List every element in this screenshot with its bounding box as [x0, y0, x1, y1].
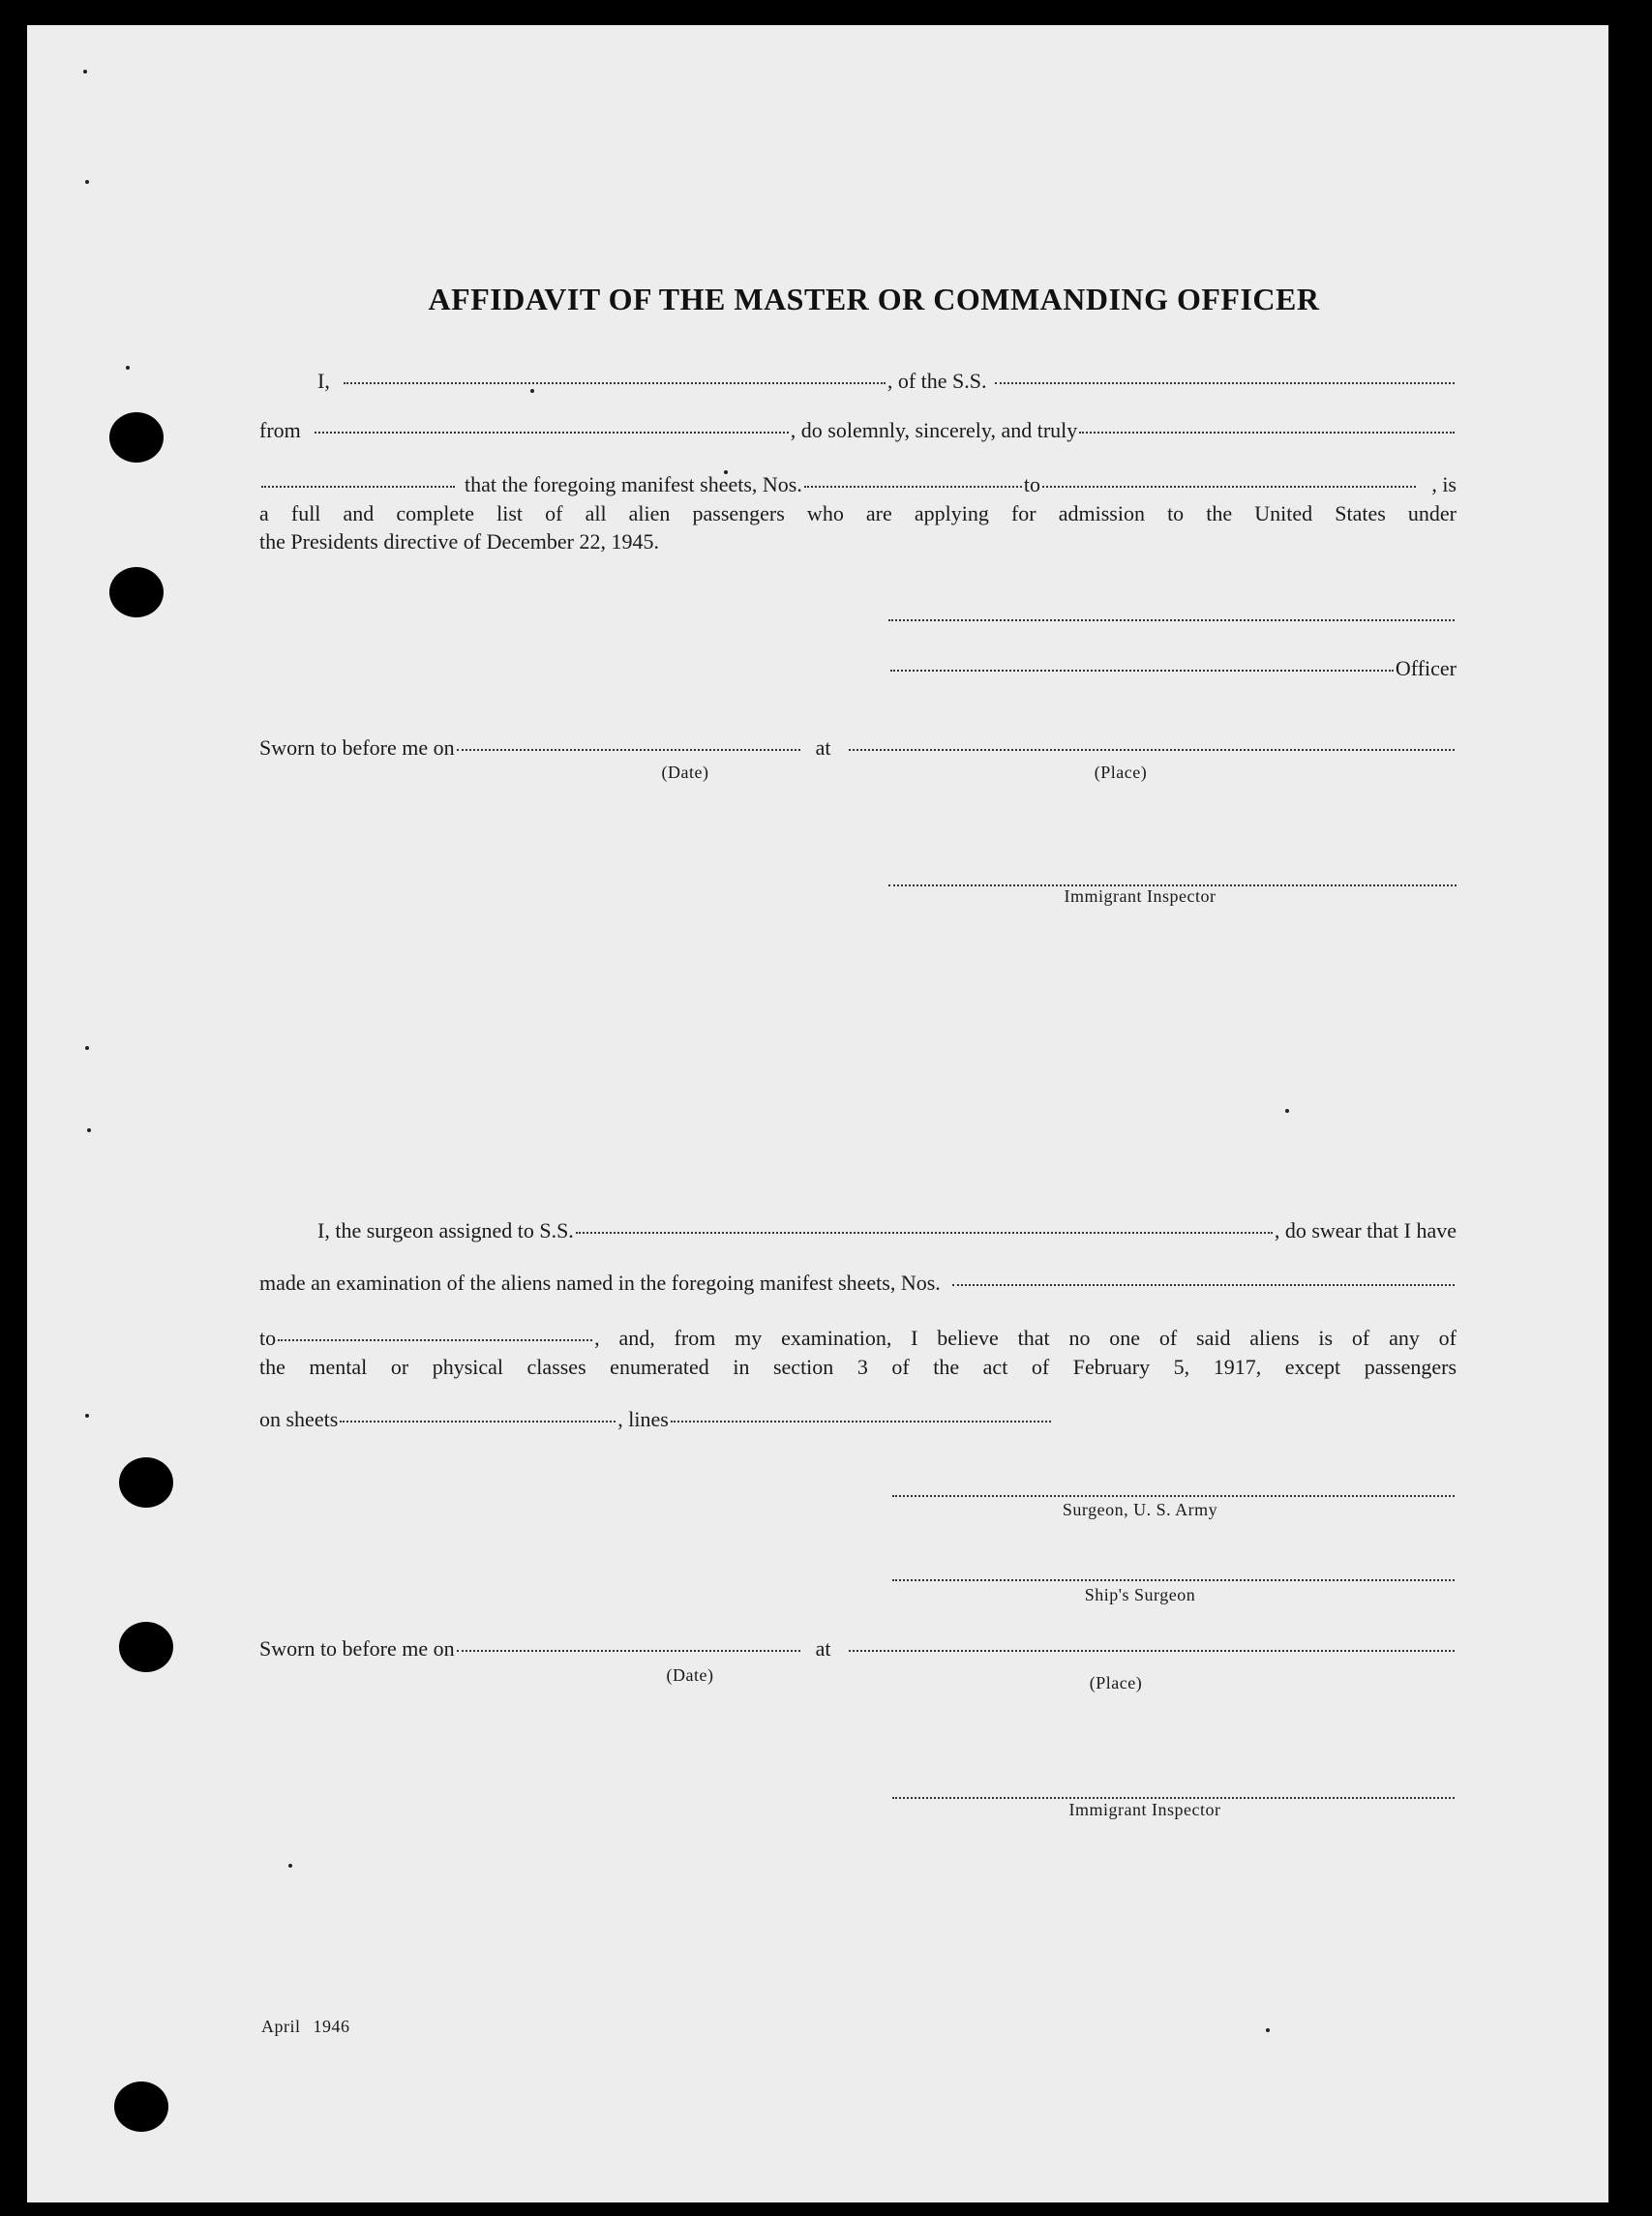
surgeon-sworn-line — [259, 1636, 1457, 1662]
master-signature-line[interactable] — [888, 619, 1455, 621]
punch-hole — [109, 567, 164, 617]
surgeon-inspector-line[interactable] — [892, 1797, 1455, 1799]
master-place-label: (Place) — [1094, 763, 1148, 782]
officer-signature-field[interactable] — [890, 670, 1394, 672]
speck — [1285, 1109, 1289, 1113]
army-surgeon-label: Surgeon, U. S. Army — [1062, 1500, 1218, 1519]
surgeon-sheets-prefix: on sheets — [259, 1407, 339, 1431]
surgeon-line-1 — [317, 1218, 1457, 1243]
master-line3-mid: that the foregoing manifest sheets, Nos. — [465, 472, 802, 496]
master-line-2 — [259, 418, 1457, 443]
surgeon-ship-field[interactable] — [576, 1232, 1273, 1234]
surgeon-line3-rest: , and, from my examination, I believe that no one of said aliens is of any of — [594, 1326, 1457, 1350]
speck — [85, 1046, 89, 1050]
ship-surgeon-label: Ship's Surgeon — [1084, 1585, 1196, 1604]
exception-sheets-field[interactable] — [340, 1421, 616, 1422]
form-title: AFFIDAVIT OF THE MASTER OR COMMANDING OFFICER — [428, 282, 1320, 316]
surgeon-place-field[interactable] — [849, 1650, 1455, 1652]
master-paragraph-line-1: a full and complete list of all alien passengers who are applying for admission to the United States under — [259, 501, 1457, 525]
exception-lines-field[interactable] — [671, 1421, 1051, 1422]
officer-line — [888, 656, 1457, 681]
surgeon-line-3 — [259, 1326, 1457, 1351]
surgeon-line2-text: made an examination of the aliens named in the foregoing manifest sheets, Nos. — [259, 1271, 941, 1295]
speck — [1266, 2028, 1270, 2032]
master-inspector-label: Immigrant Inspector — [1064, 886, 1216, 906]
form-page — [27, 25, 1608, 2202]
master-sworn-at: at — [815, 735, 831, 760]
ship-surgeon-signature-line[interactable] — [892, 1579, 1455, 1581]
punch-hole — [109, 412, 164, 463]
surgeon-sheets-from-field[interactable] — [952, 1284, 1455, 1286]
master-line1-prefix: I, — [317, 369, 330, 393]
master-name-field[interactable] — [344, 382, 886, 384]
army-surgeon-signature-line[interactable] — [892, 1495, 1455, 1497]
speck — [85, 1414, 89, 1418]
master-sworn-line — [259, 735, 1457, 761]
surgeon-sworn-at: at — [815, 1636, 831, 1661]
sheet-from-field[interactable] — [804, 486, 1022, 488]
surgeon-sheets-to-field[interactable] — [278, 1339, 592, 1341]
punch-hole — [119, 1457, 173, 1508]
master-line-1 — [317, 369, 1457, 394]
officer-label: Officer — [1395, 656, 1457, 680]
surgeon-line3-prefix: to — [259, 1326, 277, 1350]
speck — [85, 180, 89, 184]
master-line2-prefix: from — [259, 418, 301, 442]
surgeon-date-label: (Date) — [666, 1665, 714, 1685]
surgeon-exceptions-line — [259, 1407, 1053, 1432]
master-line3-end: , is — [1431, 472, 1457, 496]
master-line-3 — [259, 472, 1457, 497]
master-place-field[interactable] — [849, 749, 1455, 751]
ship-name-field[interactable] — [995, 382, 1455, 384]
sheet-to-field[interactable] — [1042, 486, 1416, 488]
speck — [87, 1128, 91, 1132]
speck — [288, 1864, 292, 1868]
surgeon-sworn-prefix: Sworn to before me on — [259, 1636, 455, 1661]
master-date-label: (Date) — [661, 763, 709, 782]
master-sworn-prefix: Sworn to before me on — [259, 735, 455, 760]
master-paragraph-line-2: the Presidents directive of December 22, 1945. — [259, 529, 659, 554]
speck — [126, 366, 130, 370]
surgeon-lines-label: , lines — [617, 1407, 669, 1431]
footer-date: April 1946 — [261, 2017, 350, 2036]
master-line3-to: to — [1023, 472, 1040, 496]
surgeon-date-field[interactable] — [457, 1650, 800, 1652]
punch-hole — [119, 1622, 173, 1672]
master-date-field[interactable] — [457, 749, 800, 751]
surgeon-line1-end: , do swear that I have — [1274, 1218, 1457, 1243]
surgeon-place-label: (Place) — [1089, 1673, 1143, 1692]
master-line2-mid: , do solemnly, sincerely, and truly — [790, 418, 1078, 442]
surgeon-line-2 — [259, 1271, 1457, 1296]
punch-hole — [114, 2081, 168, 2132]
surgeon-paragraph-line: the mental or physical classes enumerated in section 3 of the act of February 5, 1917, except passengers — [259, 1355, 1457, 1379]
surgeon-inspector-label: Immigrant Inspector — [1068, 1800, 1221, 1819]
port-field[interactable] — [315, 432, 789, 434]
surgeon-line1-prefix: I, the surgeon assigned to S.S. — [317, 1218, 574, 1243]
oath-type-field[interactable] — [1079, 432, 1455, 434]
master-line1-mid: , of the S.S. — [886, 369, 987, 393]
speck — [83, 70, 87, 74]
oath-word-field[interactable] — [261, 486, 455, 488]
